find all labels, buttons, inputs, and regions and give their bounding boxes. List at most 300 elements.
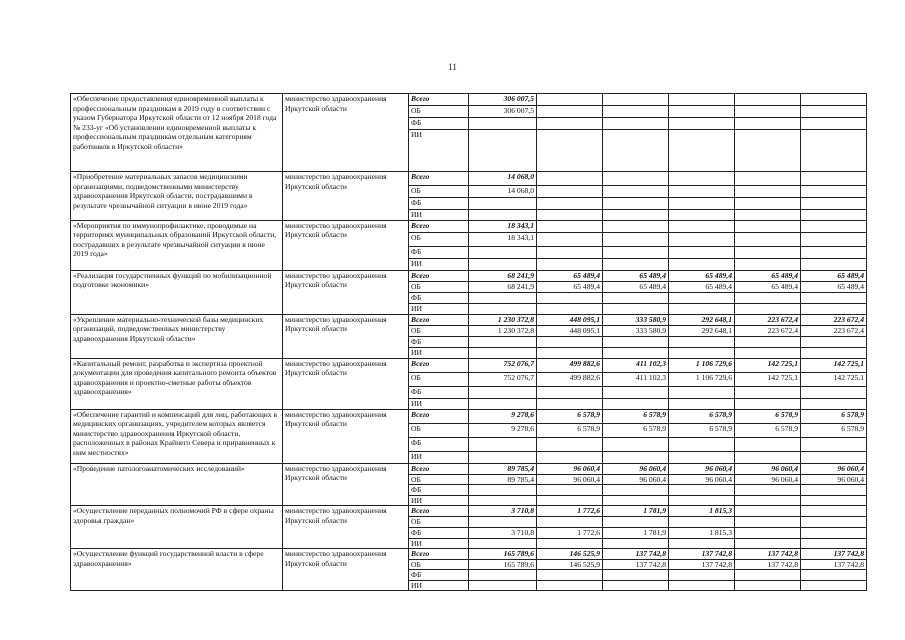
amount-cell <box>469 303 537 314</box>
amount-cell <box>469 347 537 358</box>
amount-cell: 18 343,1 <box>469 232 537 246</box>
amount-cell <box>469 485 537 496</box>
amount-cell <box>801 485 867 496</box>
amount-cell: 6 578,9 <box>537 423 603 437</box>
amount-cell: 137 742,8 <box>603 549 669 560</box>
amount-cell <box>669 258 735 270</box>
funding-source: ОБ <box>409 325 469 336</box>
amount-cell <box>603 517 669 528</box>
amount-cell: 89 785,4 <box>469 463 537 474</box>
amount-cell: 96 060,4 <box>801 463 867 474</box>
funding-source: ИИ <box>409 210 469 221</box>
activity-name: «Укрепление материально-технической базы медицинских организаций, подведомственных министерству здравоохранения Иркутской области» <box>71 314 283 358</box>
amount-cell <box>669 106 735 118</box>
amount-cell <box>603 538 669 549</box>
amount-cell: 96 060,4 <box>537 474 603 485</box>
amount-cell: 65 489,4 <box>669 281 735 292</box>
amount-cell <box>669 538 735 549</box>
amount-cell <box>735 118 801 130</box>
amount-cell <box>735 292 801 303</box>
funding-source: ИИ <box>409 347 469 358</box>
amount-cell <box>603 485 669 496</box>
amount-cell <box>735 347 801 358</box>
amount-cell <box>603 347 669 358</box>
amount-cell <box>469 292 537 303</box>
amount-cell: 65 489,4 <box>603 270 669 281</box>
amount-cell <box>669 210 735 221</box>
amount-cell <box>603 130 669 172</box>
amount-cell: 223 672,4 <box>801 314 867 325</box>
amount-cell: 65 489,4 <box>537 281 603 292</box>
amount-cell <box>669 451 735 463</box>
amount-cell <box>603 495 669 506</box>
amount-cell: 6 578,9 <box>735 423 801 437</box>
activity-name: «Осуществление переданных полномочий РФ в сфере охраны здоровья граждан» <box>71 506 283 549</box>
amount-cell: 1 772,6 <box>537 506 603 517</box>
amount-cell <box>603 186 669 198</box>
amount-cell <box>801 210 867 221</box>
amount-cell <box>537 580 603 591</box>
amount-cell <box>537 186 603 198</box>
amount-cell <box>735 517 801 528</box>
amount-cell <box>603 580 669 591</box>
table-row <box>71 463 867 474</box>
amount-cell <box>801 198 867 210</box>
amount-cell <box>735 172 801 186</box>
amount-cell <box>735 94 801 106</box>
amount-cell <box>669 570 735 581</box>
funding-source: ИИ <box>409 258 469 270</box>
amount-cell <box>801 347 867 358</box>
amount-cell: 1 781,9 <box>603 506 669 517</box>
amount-cell <box>537 386 603 398</box>
amount-cell <box>603 220 669 232</box>
amount-cell <box>735 210 801 221</box>
amount-cell <box>669 303 735 314</box>
activity-name: «Приобретение материальных запасов медицинскими организациями, подведомственными министерству здравоохранения Иркутской области, пострадавшими в результате чрезвычайной ситуации в июне 2019 года» <box>71 172 283 221</box>
amount-cell: 3 710,8 <box>469 527 537 538</box>
amount-cell <box>801 220 867 232</box>
table-row <box>71 549 867 560</box>
executor: министерство здравоохранения Иркутской области <box>283 94 409 172</box>
executor: министерство здравоохранения Иркутской области <box>283 409 409 463</box>
amount-cell <box>537 570 603 581</box>
amount-cell <box>735 527 801 538</box>
funding-source: ОБ <box>409 372 469 386</box>
activity-name: «Осуществление функций государственной власти в сфере здравоохранения» <box>71 549 283 591</box>
amount-cell: 9 278,6 <box>469 423 537 437</box>
amount-cell: 9 278,6 <box>469 409 537 423</box>
amount-cell <box>469 580 537 591</box>
amount-cell <box>735 538 801 549</box>
amount-cell: 14 068,0 <box>469 172 537 186</box>
amount-cell <box>469 210 537 221</box>
funding-source: ФБ <box>409 485 469 496</box>
executor: министерство здравоохранения Иркутской области <box>283 270 409 314</box>
amount-cell: 146 525,9 <box>537 559 603 570</box>
amount-cell <box>603 198 669 210</box>
amount-cell <box>537 347 603 358</box>
amount-cell <box>801 258 867 270</box>
amount-cell: 65 489,4 <box>801 270 867 281</box>
amount-cell: 333 580,9 <box>603 314 669 325</box>
amount-cell: 96 060,4 <box>603 463 669 474</box>
funding-source: ИИ <box>409 398 469 409</box>
amount-cell <box>603 172 669 186</box>
amount-cell: 1 815,3 <box>669 506 735 517</box>
amount-cell <box>669 437 735 451</box>
amount-cell: 1 230 372,8 <box>469 325 537 336</box>
amount-cell <box>537 246 603 258</box>
funding-source: Всего <box>409 409 469 423</box>
amount-cell <box>469 386 537 398</box>
amount-cell <box>669 118 735 130</box>
amount-cell <box>603 451 669 463</box>
amount-cell <box>669 232 735 246</box>
amount-cell: 499 882,6 <box>537 358 603 372</box>
amount-cell: 137 742,8 <box>603 559 669 570</box>
amount-cell <box>537 517 603 528</box>
amount-cell: 306 007,5 <box>469 106 537 118</box>
page-number: 11 <box>448 62 457 72</box>
table-row <box>71 358 867 372</box>
funding-source: ФБ <box>409 386 469 398</box>
amount-cell: 6 578,9 <box>669 409 735 423</box>
amount-cell: 752 076,7 <box>469 358 537 372</box>
amount-cell <box>669 186 735 198</box>
amount-cell <box>669 347 735 358</box>
funding-source: ИИ <box>409 580 469 591</box>
amount-cell <box>469 437 537 451</box>
funding-source: ИИ <box>409 451 469 463</box>
amount-cell <box>735 570 801 581</box>
amount-cell <box>603 386 669 398</box>
amount-cell <box>669 246 735 258</box>
amount-cell <box>735 506 801 517</box>
amount-cell: 142 725,1 <box>801 358 867 372</box>
amount-cell: 6 578,9 <box>537 409 603 423</box>
amount-cell: 137 742,8 <box>669 549 735 560</box>
amount-cell: 68 241,9 <box>469 270 537 281</box>
activity-name: «Мероприятия по иммунопрофилактике, проводимые на территориях муниципальных образований Иркутской области, пострадавших в результате чрезвычайной ситуации в июне 2019 года» <box>71 220 283 270</box>
amount-cell <box>801 232 867 246</box>
amount-cell: 18 343,1 <box>469 220 537 232</box>
amount-cell: 96 060,4 <box>735 463 801 474</box>
table-row <box>71 220 867 232</box>
executor: министерство здравоохранения Иркутской области <box>283 463 409 506</box>
amount-cell <box>669 198 735 210</box>
amount-cell <box>735 451 801 463</box>
amount-cell: 137 742,8 <box>669 559 735 570</box>
amount-cell: 68 241,9 <box>469 281 537 292</box>
amount-cell: 1 106 729,6 <box>669 358 735 372</box>
amount-cell <box>735 186 801 198</box>
funding-source: ИИ <box>409 538 469 549</box>
table-row <box>71 506 867 517</box>
amount-cell <box>735 220 801 232</box>
amount-cell <box>537 198 603 210</box>
amount-cell <box>537 495 603 506</box>
amount-cell: 499 882,6 <box>537 372 603 386</box>
amount-cell <box>801 172 867 186</box>
amount-cell <box>735 232 801 246</box>
amount-cell: 448 095,1 <box>537 325 603 336</box>
executor: министерство здравоохранения Иркутской области <box>283 172 409 221</box>
amount-cell: 1 230 372,8 <box>469 314 537 325</box>
amount-cell: 65 489,4 <box>603 281 669 292</box>
amount-cell <box>735 580 801 591</box>
amount-cell: 6 578,9 <box>603 409 669 423</box>
amount-cell <box>735 336 801 347</box>
amount-cell <box>801 292 867 303</box>
amount-cell: 137 742,8 <box>735 549 801 560</box>
amount-cell <box>801 118 867 130</box>
amount-cell <box>801 130 867 172</box>
amount-cell: 137 742,8 <box>735 559 801 570</box>
amount-cell: 448 095,1 <box>537 314 603 325</box>
amount-cell: 96 060,4 <box>603 474 669 485</box>
funding-source: ФБ <box>409 198 469 210</box>
amount-cell: 137 742,8 <box>801 559 867 570</box>
amount-cell <box>603 210 669 221</box>
amount-cell: 65 489,4 <box>801 281 867 292</box>
amount-cell <box>801 94 867 106</box>
amount-cell <box>801 570 867 581</box>
executor: министерство здравоохранения Иркутской области <box>283 358 409 409</box>
amount-cell <box>603 570 669 581</box>
amount-cell <box>801 538 867 549</box>
amount-cell <box>537 106 603 118</box>
amount-cell <box>669 292 735 303</box>
activity-name: «Обеспечение предоставления единовременной выплаты к профессиональным праздникам в 2019 году в соответствии с указом Губернатора Иркутской области от 12 ноября 2018 года № 233-уг «Об установлении единовременной выплаты к профессиональным праздникам отдельным категориям работников в Иркутской области» <box>71 94 283 172</box>
funding-source: ИИ <box>409 303 469 314</box>
amount-cell <box>669 495 735 506</box>
funding-source: Всего <box>409 172 469 186</box>
funding-source: ОБ <box>409 106 469 118</box>
amount-cell <box>537 336 603 347</box>
amount-cell <box>537 232 603 246</box>
funding-source: ОБ <box>409 474 469 485</box>
activity-name: «Обеспечение гарантий и компенсаций для лиц, работающих в медицинских организациях, учредителем которых является министерство здравоохранения Иркутской области, расположенных в районах Крайнего Севера и приравненных к ним местностях» <box>71 409 283 463</box>
amount-cell: 14 068,0 <box>469 186 537 198</box>
funding-source: ИИ <box>409 130 469 172</box>
funding-source: ФБ <box>409 336 469 347</box>
activity-name: «Капитальный ремонт, разработка и экспертиза проектной документации для проведения капитального ремонта объектов здравоохранения и проектно-сметные работы объектов здравоохранения» <box>71 358 283 409</box>
amount-cell: 65 489,4 <box>735 270 801 281</box>
amount-cell: 411 102,3 <box>603 372 669 386</box>
amount-cell <box>537 485 603 496</box>
amount-cell <box>669 485 735 496</box>
amount-cell <box>801 580 867 591</box>
amount-cell <box>537 130 603 172</box>
amount-cell <box>801 106 867 118</box>
amount-cell <box>603 106 669 118</box>
executor: министерство здравоохранения Иркутской области <box>283 220 409 270</box>
amount-cell <box>469 517 537 528</box>
amount-cell: 223 672,4 <box>801 325 867 336</box>
amount-cell: 6 578,9 <box>603 423 669 437</box>
amount-cell <box>669 172 735 186</box>
amount-cell <box>735 485 801 496</box>
amount-cell <box>469 258 537 270</box>
amount-cell <box>801 506 867 517</box>
amount-cell: 223 672,4 <box>735 314 801 325</box>
amount-cell: 1 106 729,6 <box>669 372 735 386</box>
amount-cell <box>669 94 735 106</box>
funding-source: ИИ <box>409 495 469 506</box>
amount-cell <box>669 220 735 232</box>
amount-cell <box>669 130 735 172</box>
table-row <box>71 172 867 186</box>
amount-cell <box>537 220 603 232</box>
table-row <box>71 314 867 325</box>
activity-name: «Проведение патологоанатомических исследований» <box>71 463 283 506</box>
amount-cell <box>537 172 603 186</box>
amount-cell <box>469 451 537 463</box>
amount-cell: 752 076,7 <box>469 372 537 386</box>
amount-cell <box>735 386 801 398</box>
amount-cell <box>603 398 669 409</box>
amount-cell <box>801 303 867 314</box>
amount-cell <box>469 130 537 172</box>
amount-cell <box>469 336 537 347</box>
funding-source: ФБ <box>409 118 469 130</box>
amount-cell <box>469 570 537 581</box>
amount-cell <box>801 336 867 347</box>
amount-cell <box>735 437 801 451</box>
amount-cell: 3 710,8 <box>469 506 537 517</box>
amount-cell: 96 060,4 <box>669 463 735 474</box>
amount-cell: 96 060,4 <box>735 474 801 485</box>
table-row <box>71 409 867 423</box>
amount-cell <box>537 437 603 451</box>
amount-cell <box>735 258 801 270</box>
amount-cell <box>801 437 867 451</box>
amount-cell <box>603 437 669 451</box>
amount-cell: 333 580,9 <box>603 325 669 336</box>
amount-cell: 65 489,4 <box>537 270 603 281</box>
amount-cell <box>801 517 867 528</box>
amount-cell <box>603 94 669 106</box>
amount-cell <box>537 210 603 221</box>
amount-cell <box>603 232 669 246</box>
amount-cell: 306 007,5 <box>469 94 537 106</box>
amount-cell <box>801 451 867 463</box>
amount-cell <box>735 246 801 258</box>
amount-cell <box>603 246 669 258</box>
executor: министерство здравоохранения Иркутской области <box>283 549 409 591</box>
funding-source: ОБ <box>409 186 469 198</box>
amount-cell: 137 742,8 <box>801 549 867 560</box>
budget-table-body <box>71 94 867 591</box>
amount-cell <box>537 451 603 463</box>
amount-cell <box>735 130 801 172</box>
amount-cell: 65 489,4 <box>735 281 801 292</box>
amount-cell: 142 725,1 <box>735 372 801 386</box>
amount-cell <box>469 495 537 506</box>
amount-cell <box>537 258 603 270</box>
amount-cell: 6 578,9 <box>735 409 801 423</box>
funding-source: ОБ <box>409 423 469 437</box>
funding-source: ОБ <box>409 517 469 528</box>
amount-cell: 292 648,1 <box>669 314 735 325</box>
amount-cell <box>469 538 537 549</box>
funding-source: Всего <box>409 549 469 560</box>
amount-cell <box>537 292 603 303</box>
amount-cell <box>669 580 735 591</box>
amount-cell: 1 815,3 <box>669 527 735 538</box>
amount-cell <box>469 198 537 210</box>
amount-cell <box>469 398 537 409</box>
amount-cell: 96 060,4 <box>537 463 603 474</box>
funding-source: Всего <box>409 94 469 106</box>
amount-cell <box>735 495 801 506</box>
amount-cell <box>669 386 735 398</box>
funding-source: ФБ <box>409 570 469 581</box>
amount-cell: 6 578,9 <box>669 423 735 437</box>
funding-source: Всего <box>409 358 469 372</box>
amount-cell <box>801 186 867 198</box>
funding-source: ОБ <box>409 232 469 246</box>
amount-cell <box>735 303 801 314</box>
funding-source: Всего <box>409 463 469 474</box>
amount-cell: 96 060,4 <box>669 474 735 485</box>
amount-cell <box>603 303 669 314</box>
amount-cell: 223 672,4 <box>735 325 801 336</box>
amount-cell <box>801 246 867 258</box>
amount-cell: 165 789,6 <box>469 549 537 560</box>
funding-source: Всего <box>409 220 469 232</box>
funding-source: Всего <box>409 314 469 325</box>
funding-source: ФБ <box>409 527 469 538</box>
amount-cell: 1 781,9 <box>603 527 669 538</box>
amount-cell <box>735 198 801 210</box>
table-row <box>71 270 867 281</box>
table-row <box>71 94 867 106</box>
amount-cell: 96 060,4 <box>801 474 867 485</box>
activity-name: «Реализация государственных функций по мобилизационной подготовке экономики» <box>71 270 283 314</box>
amount-cell <box>603 258 669 270</box>
executor: министерство здравоохранения Иркутской области <box>283 314 409 358</box>
amount-cell <box>801 386 867 398</box>
funding-source: ФБ <box>409 437 469 451</box>
amount-cell <box>735 398 801 409</box>
amount-cell: 292 648,1 <box>669 325 735 336</box>
funding-source: ОБ <box>409 281 469 292</box>
funding-source: Всего <box>409 506 469 517</box>
budget-table <box>70 93 867 591</box>
amount-cell <box>603 292 669 303</box>
funding-source: Всего <box>409 270 469 281</box>
amount-cell <box>603 118 669 130</box>
amount-cell <box>603 336 669 347</box>
funding-source: ФБ <box>409 246 469 258</box>
amount-cell <box>537 398 603 409</box>
funding-source: ОБ <box>409 559 469 570</box>
amount-cell <box>469 118 537 130</box>
amount-cell: 89 785,4 <box>469 474 537 485</box>
amount-cell <box>537 118 603 130</box>
amount-cell <box>801 495 867 506</box>
amount-cell <box>537 303 603 314</box>
amount-cell: 142 725,1 <box>735 358 801 372</box>
amount-cell: 65 489,4 <box>669 270 735 281</box>
executor: министерство здравоохранения Иркутской области <box>283 506 409 549</box>
amount-cell <box>669 398 735 409</box>
amount-cell: 1 772,6 <box>537 527 603 538</box>
funding-source: ФБ <box>409 292 469 303</box>
amount-cell <box>801 398 867 409</box>
